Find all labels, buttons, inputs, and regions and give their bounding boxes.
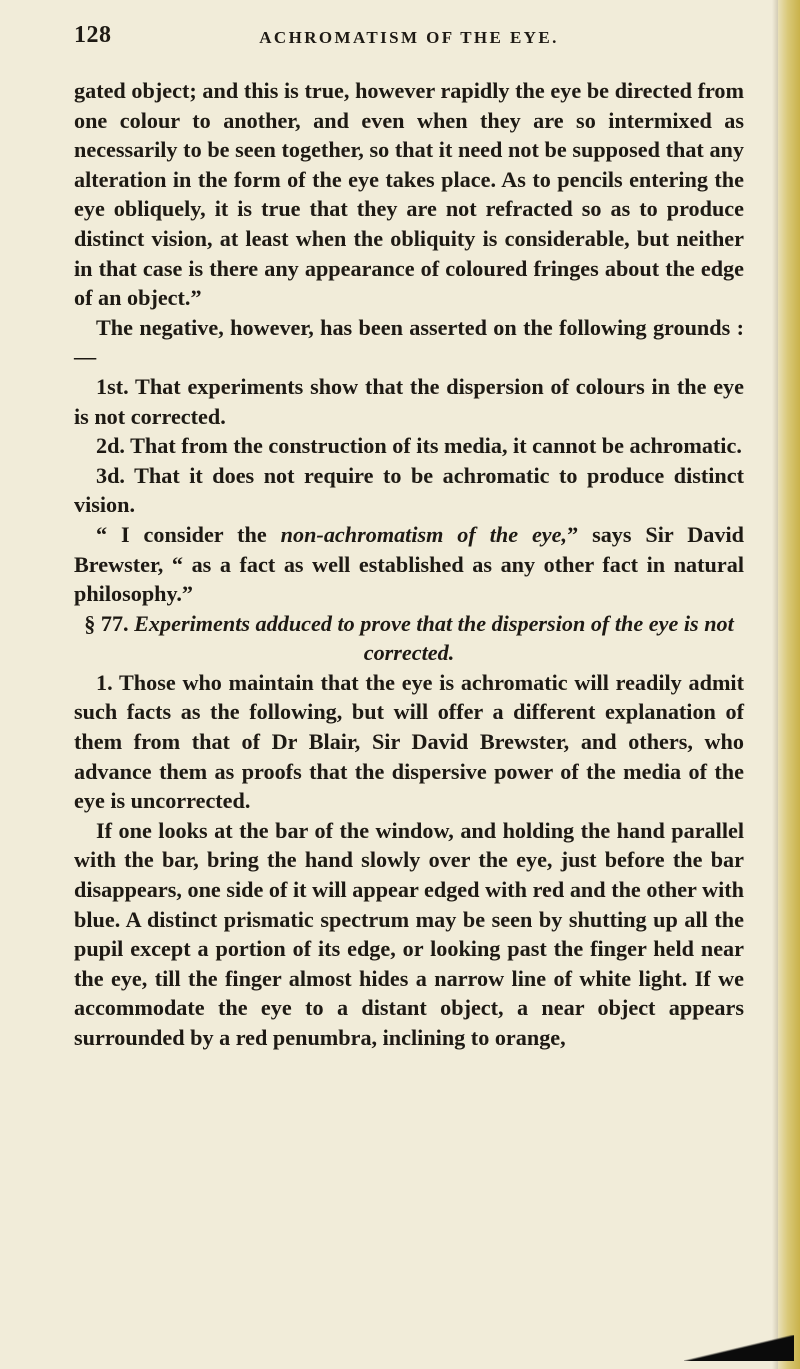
quote-text-start: “ I consider the [96, 521, 281, 547]
list-item-second: 2d. That from the construction of its media, it cannot be achromatic. [96, 433, 742, 459]
quote-paragraph [74, 520, 744, 609]
body-text [74, 76, 744, 1053]
section-heading [74, 609, 744, 668]
quote-text-end: ” says Sir David Brewster, “ as a fact as well established as any other fact in natural philosophy.” [74, 521, 745, 607]
paragraph-negative: The negative, however, has been asserted on the following grounds :— [74, 314, 744, 370]
list-item-third: 3d. That it does not require to be achromatic to produce distinct vision. [74, 462, 744, 518]
paragraph-experiments: 1. Those who maintain that the eye is achromatic will readily admit such facts as the following, but will offer a different explanation of them from that of Dr Blair, Sir David Brewster, and others, who advance them as proofs that the dispersive power of the media of the eye is uncorrected. [74, 669, 744, 814]
running-head [74, 22, 744, 52]
paragraph-window-bar: If one looks at the bar of the window, and holding the hand parallel with the bar, bring the hand slowly over the eye, just before the bar disappears, one side of it will appear edged with red and the other with blue. A distinct prismatic spectrum may be seen by shutting up all the pupil except a portion of its edge, or looking past the finger held near the eye, till the finger almost hides a narrow line of white light. If we accommodate the eye to a distant object, a near object appears surrounded by a red penumbra, inclining to orange, [74, 817, 744, 1050]
page-edge [778, 0, 800, 1369]
section-title: Experiments adduced to prove that the dispersion of the eye is not corrected. [134, 610, 734, 666]
corner-mark [684, 1335, 794, 1361]
section-number: § 77. [84, 610, 129, 636]
page-number: 128 [74, 22, 112, 48]
paragraph-continuation: gated object; and this is true, however rapidly the eye be directed from one colour to another, and even when they are so intermixed as necessarily to be seen together, so that it need not be supposed that any alteration in the form of the eye takes place. As to pencils entering the eye obliquely, it is true that they are not refracted so as to produce distinct vision, at least when the obliquity is considerable, but neither in that case is there any appearance of coloured fringes about the edge of an object.” [74, 78, 744, 311]
quote-emphasis: non-achromatism of the eye, [280, 521, 568, 547]
list-item-first: 1st. That experiments show that the dispersion of colours in the eye is not corrected. [74, 373, 744, 429]
running-title: ACHROMATISM OF THE EYE. [259, 28, 559, 47]
